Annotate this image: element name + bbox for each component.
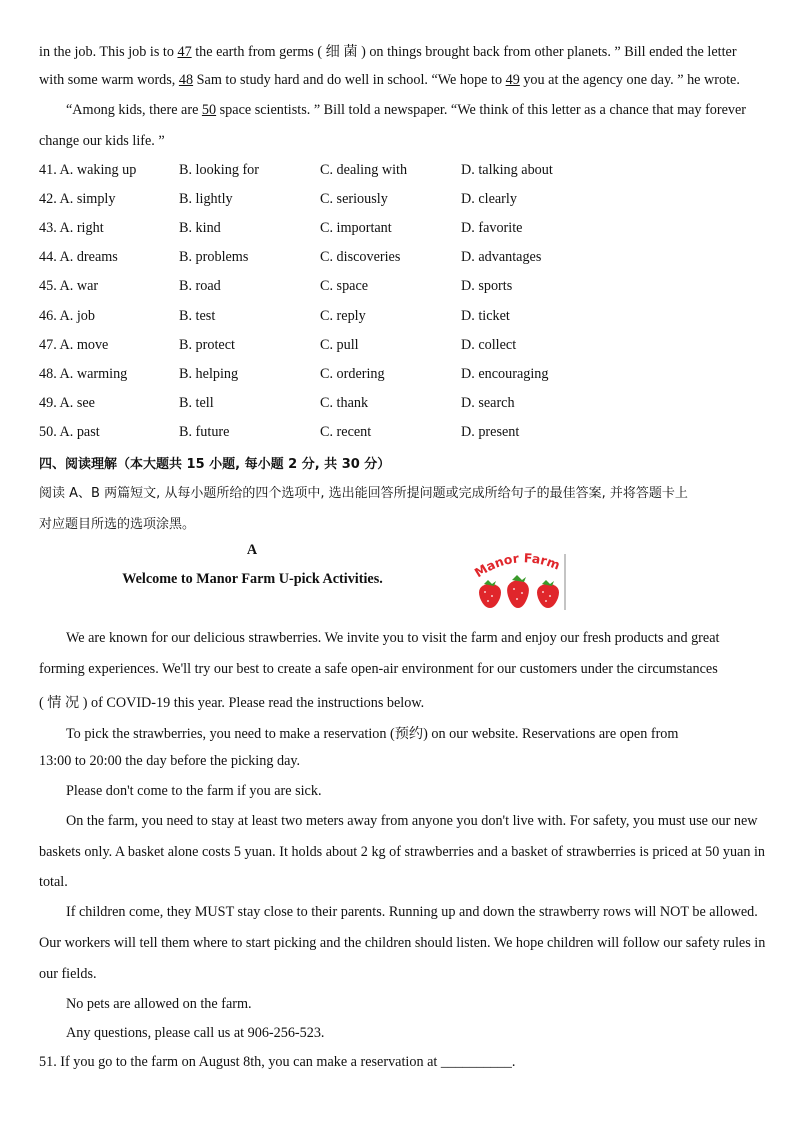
option-b: B. kind	[179, 220, 221, 237]
p1-line-3: ( 情 况 ) of COVID-19 this year. Please read the instructions below.	[39, 695, 425, 711]
option-b: B. test	[179, 307, 216, 324]
option-row	[39, 191, 759, 211]
blank-49: 49	[505, 72, 520, 88]
passage-line-1: in the job. This job is to 47 the earth from germs ( 细 菌 ) on things brought back from other planets. ” Bill ended the letter	[39, 44, 737, 60]
option-row	[39, 220, 759, 240]
section-instruction-1: 阅读 A、B 两篇短文, 从每小题所给的四个选项中, 选出能回答所提问题或完成所给句子的最佳答案, 并将答题卡上	[39, 486, 688, 501]
option-c: C. important	[320, 220, 392, 237]
option-c: C. space	[320, 278, 369, 295]
option-c: C. dealing with	[320, 162, 408, 178]
p5-line-2: Our workers will tell them where to start picking and the children should listen. We hope children will follow our safety rules in	[39, 935, 766, 951]
option-d: D. ticket	[461, 307, 510, 324]
p4-line-1: On the farm, you need to stay at least two meters away from anyone you don't live with. For safety, you must use our new	[66, 813, 758, 829]
option-d: D. advantages	[461, 249, 542, 266]
option-d: D. search	[461, 394, 515, 411]
option-c: C. reply	[320, 307, 366, 324]
option-a: 47. A. move	[39, 336, 109, 353]
passage-line-2: with some warm words, 48 Sam to study hard and do well in school. “We hope to 49 you at the agency one day. ” he wrote.	[39, 72, 740, 88]
option-a: 45. A. war	[39, 278, 99, 295]
blank-50: 50	[201, 102, 217, 118]
p1-line-2: forming experiences. We'll try our best to create a safe open-air environment for our customers under the circumstances	[39, 661, 718, 677]
option-row	[39, 337, 759, 357]
option-row	[39, 249, 759, 269]
option-b: B. tell	[179, 394, 214, 411]
option-c: C. thank	[320, 394, 369, 411]
p4-line-2: baskets only. A basket alone costs 5 yuan. It holds about 2 kg of strawberries and a basket of strawberries is priced at 50 yuan in	[39, 844, 766, 860]
p7-line: Any questions, please call us at 906-256-523.	[66, 1025, 325, 1041]
p3-line: Please don't come to the farm if you are sick.	[66, 783, 322, 799]
option-c: C. ordering	[320, 365, 385, 382]
passage-line-3: “Among kids, there are 50 space scientists. ” Bill told a newspaper. “We think of this letter as a chance that may forever	[66, 102, 747, 118]
strawberry-icon	[479, 575, 559, 608]
option-b: B. helping	[179, 365, 239, 382]
option-a: 41. A. waking up	[39, 162, 137, 178]
option-a: 49. A. see	[39, 394, 95, 411]
option-d: D. collect	[461, 336, 517, 353]
option-d: D. present	[461, 423, 520, 440]
option-a: 44. A. dreams	[39, 249, 118, 266]
p1-line-1: We are known for our delicious strawberries. We invite you to visit the farm and enjoy our fresh products and great	[66, 630, 720, 646]
option-a: 43. A. right	[39, 220, 104, 237]
option-row	[39, 278, 759, 298]
blank-47: 47	[177, 44, 192, 60]
option-a: 48. A. warming	[39, 365, 128, 382]
option-c: C. pull	[320, 336, 359, 353]
option-b: B. protect	[179, 336, 235, 353]
option-row	[39, 162, 759, 182]
option-c: C. discoveries	[320, 249, 401, 266]
option-row	[39, 366, 759, 386]
option-d: D. favorite	[461, 220, 523, 237]
option-row	[39, 395, 759, 415]
passage-line-4: change our kids life. ”	[39, 133, 165, 149]
option-c: C. recent	[320, 423, 372, 440]
option-a: 42. A. simply	[39, 191, 116, 208]
section-heading: 四、阅读理解（本大题共 15 小题, 每小题 2 分, 共 30 分）	[39, 457, 391, 472]
p6-line: No pets are allowed on the farm.	[66, 996, 252, 1012]
option-row	[39, 424, 759, 444]
option-b: B. problems	[179, 249, 249, 266]
manor-farm-logo	[470, 548, 566, 612]
p5-line-1: If children come, they MUST stay close to their parents. Running up and down the strawberry rows will NOT be allowed.	[66, 904, 758, 920]
option-d: D. sports	[461, 278, 513, 295]
option-c: C. seriously	[320, 191, 388, 208]
option-d: D. encouraging	[461, 365, 549, 382]
blank-48: 48	[178, 72, 194, 88]
option-a: 50. A. past	[39, 423, 100, 440]
p2-line-2: 13:00 to 20:00 the day before the picking day.	[39, 753, 301, 769]
option-b: B. road	[179, 278, 221, 295]
option-row	[39, 308, 759, 328]
option-d: D. clearly	[461, 191, 517, 208]
p4-line-3: total.	[39, 874, 68, 890]
section-instruction-2: 对应题目所选的选项涂黑。	[39, 517, 196, 532]
option-b: B. lightly	[179, 191, 233, 208]
p2-line-1: To pick the strawberries, you need to make a reservation (预约) on our website. Reservations are open from	[66, 726, 679, 742]
option-b: B. looking for	[179, 162, 259, 178]
option-d: D. talking about	[461, 162, 553, 178]
passage-title: Welcome to Manor Farm U-pick Activities.	[122, 571, 383, 587]
p5-line-3: our fields.	[39, 966, 97, 982]
option-a: 46. A. job	[39, 307, 95, 324]
passage-letter: A	[246, 542, 258, 558]
svg-text:Manor Farm: Manor Farm	[471, 550, 563, 581]
option-b: B. future	[179, 423, 230, 440]
question-51: 51. If you go to the farm on August 8th, you can make a reservation at __________.	[39, 1054, 516, 1070]
